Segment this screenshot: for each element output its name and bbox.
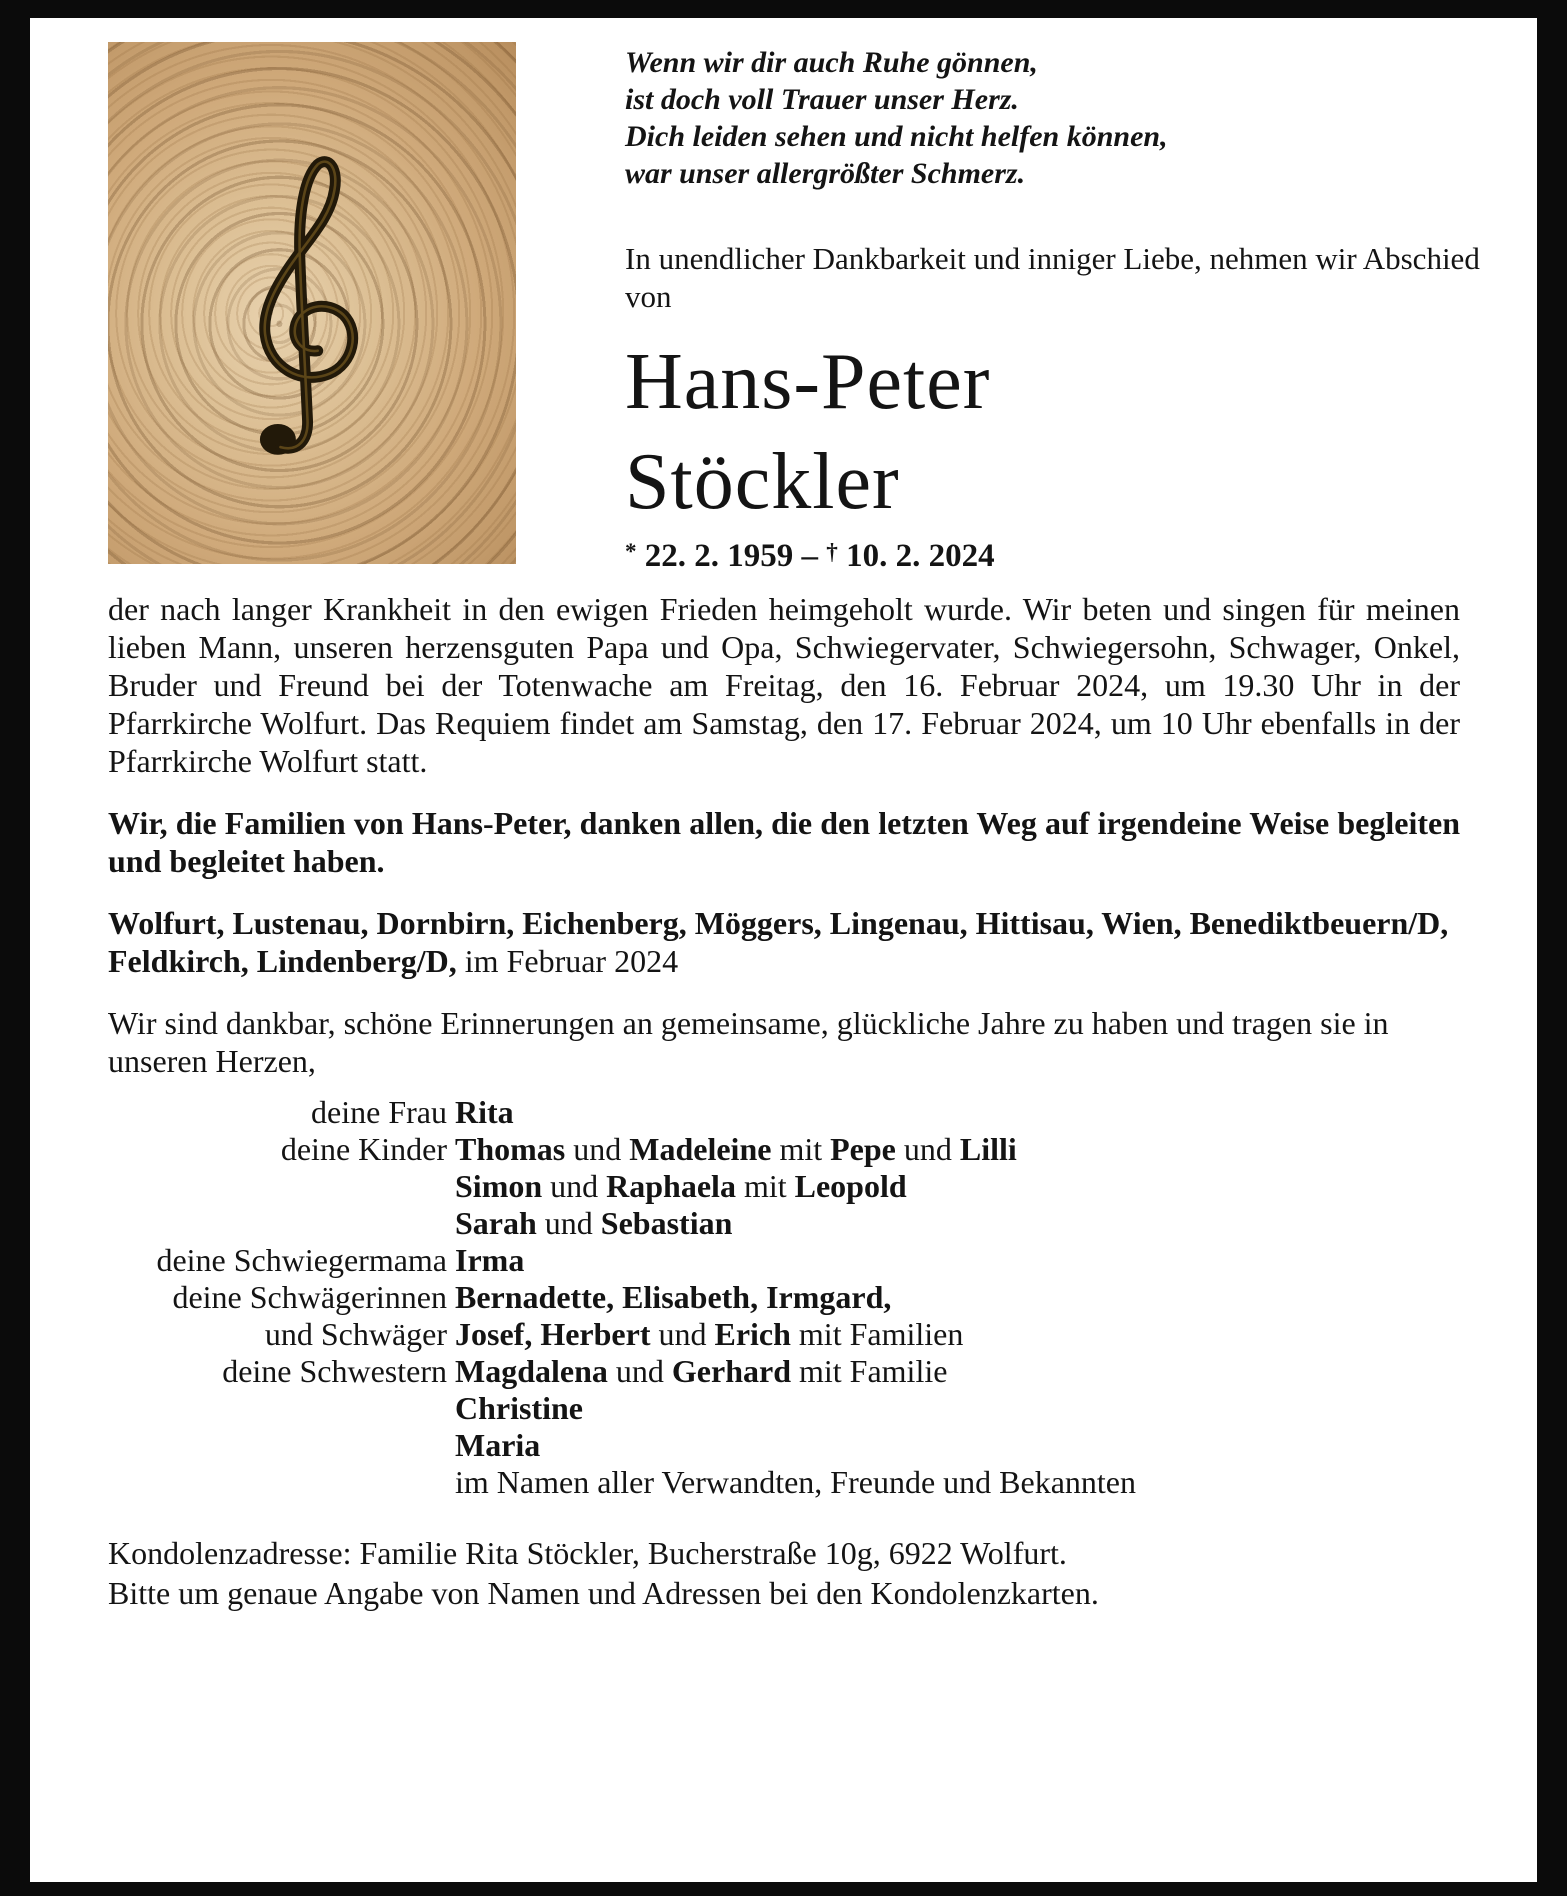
family-row-names: Magdalena und Gerhard mit Familie bbox=[455, 1353, 948, 1389]
condolence-address: Kondolenzadresse: Familie Rita Stöckler, Bucherstraße 10g, 6922 Wolfurt. bbox=[108, 1535, 1067, 1571]
family-row bbox=[108, 1094, 1460, 1131]
family-row bbox=[108, 1279, 1460, 1316]
family-row-names: Josef, Herbert und Erich mit Familien bbox=[455, 1316, 964, 1352]
family-row bbox=[108, 1427, 1460, 1464]
poem-line: ist doch voll Trauer unser Herz. bbox=[625, 83, 1019, 116]
poem-line: Wenn wir dir auch Ruhe gönnen, bbox=[625, 46, 1038, 79]
family-row-label: und Schwäger bbox=[264, 1316, 447, 1352]
poem-line: Dich leiden sehen und nicht helfen können, bbox=[625, 120, 1168, 153]
family-row bbox=[108, 1131, 1460, 1168]
family-row-names: Christine bbox=[455, 1390, 583, 1426]
death-date: 10. 2. 2024 bbox=[846, 538, 995, 574]
family-row-label bbox=[108, 1205, 447, 1242]
main-paragraph: der nach langer Krankheit in den ewigen Frieden heimgeholt wurde. Wir beten und singen für meinen lieben Mann, unseren herzensguten Papa und Opa, Schwiegervater, Schwiegersohn, Schwager, Onkel, Bruder und Freund bei der Totenwache am Freitag, den 16. Februar 2024, um 19.30 Uhr in der Pfarrkirche Wolfurt. Das Requiem findet am Samstag, den 17. Februar 2024, um 10 Uhr ebenfalls in der Pfarrkirche Wolfurt statt. bbox=[108, 591, 1460, 779]
family-row-label bbox=[108, 1168, 447, 1205]
family-row bbox=[108, 1464, 1460, 1501]
family-row-names: Irma bbox=[455, 1242, 525, 1278]
family-row bbox=[108, 1316, 1460, 1353]
wood-rings-image bbox=[108, 42, 516, 564]
family-row bbox=[108, 1353, 1460, 1390]
intro-text: In unendlicher Dankbarkeit und inniger Liebe, nehmen wir Abschied von bbox=[625, 241, 1480, 314]
poem bbox=[625, 44, 1510, 192]
family-row-label bbox=[108, 1427, 447, 1464]
family-row-label: deine Schwiegermama bbox=[156, 1242, 447, 1278]
treble-clef-icon bbox=[222, 131, 385, 465]
family-row-names: Bernadette, Elisabeth, Irmgard, bbox=[455, 1279, 892, 1315]
memory-paragraph: Wir sind dankbar, schöne Erinnerungen an gemeinsame, glückliche Jahre zu haben und tragen sie in unseren Herzen, bbox=[108, 1005, 1389, 1079]
life-dates bbox=[625, 538, 1510, 575]
top-section bbox=[30, 18, 1537, 590]
header-column bbox=[625, 44, 1510, 575]
family-row-names: Maria bbox=[455, 1427, 541, 1463]
family-list bbox=[108, 1094, 1460, 1501]
birth-symbol: * bbox=[625, 538, 637, 565]
family-row-names: Sarah und Sebastian bbox=[455, 1205, 733, 1241]
obituary-sheet bbox=[30, 18, 1537, 1882]
dates-separator: – bbox=[793, 538, 827, 574]
family-row bbox=[108, 1242, 1460, 1279]
family-row bbox=[108, 1168, 1460, 1205]
family-row-names: Simon und Raphaela mit Leopold bbox=[455, 1168, 907, 1204]
family-row-names: im Namen aller Verwandten, Freunde und Bekannten bbox=[455, 1464, 1136, 1500]
family-row-label: deine Frau bbox=[311, 1094, 447, 1130]
condolence-note: Bitte um genaue Angabe von Namen und Adressen bei den Kondolenzkarten. bbox=[108, 1575, 1099, 1611]
family-row-label: deine Schwägerinnen bbox=[172, 1279, 447, 1315]
family-row-label: deine Schwestern bbox=[222, 1353, 447, 1389]
deceased-name bbox=[625, 332, 1510, 532]
thanks-paragraph: Wir, die Familien von Hans-Peter, danken allen, die den letzten Weg auf irgendeine Weise begleiten und begleitet haben. bbox=[108, 805, 1460, 879]
family-row-label bbox=[108, 1390, 447, 1427]
body-content bbox=[30, 590, 1537, 1613]
birth-date: 22. 2. 1959 bbox=[644, 538, 794, 574]
deceased-name-line2: Stöckler bbox=[625, 438, 900, 526]
family-row bbox=[108, 1390, 1460, 1427]
death-symbol: † bbox=[826, 538, 838, 565]
condolence-block bbox=[108, 1533, 1460, 1613]
deceased-name-line1: Hans-Peter bbox=[625, 338, 991, 426]
locations-paragraph: Wolfurt, Lustenau, Dornbirn, Eichenberg, Möggers, Lingenau, Hittisau, Wien, Benediktbeuern/D, Feldkirch, Lindenberg/D, im Februar 2024 bbox=[108, 905, 1449, 979]
poem-line: war unser allergrößter Schmerz. bbox=[625, 157, 1026, 190]
family-row-label: deine Kinder bbox=[280, 1131, 447, 1167]
family-row-names: Thomas und Madeleine mit Pepe und Lilli bbox=[455, 1131, 1017, 1167]
family-row-names: Rita bbox=[455, 1094, 514, 1130]
family-row-label bbox=[108, 1464, 447, 1501]
family-row bbox=[108, 1205, 1460, 1242]
